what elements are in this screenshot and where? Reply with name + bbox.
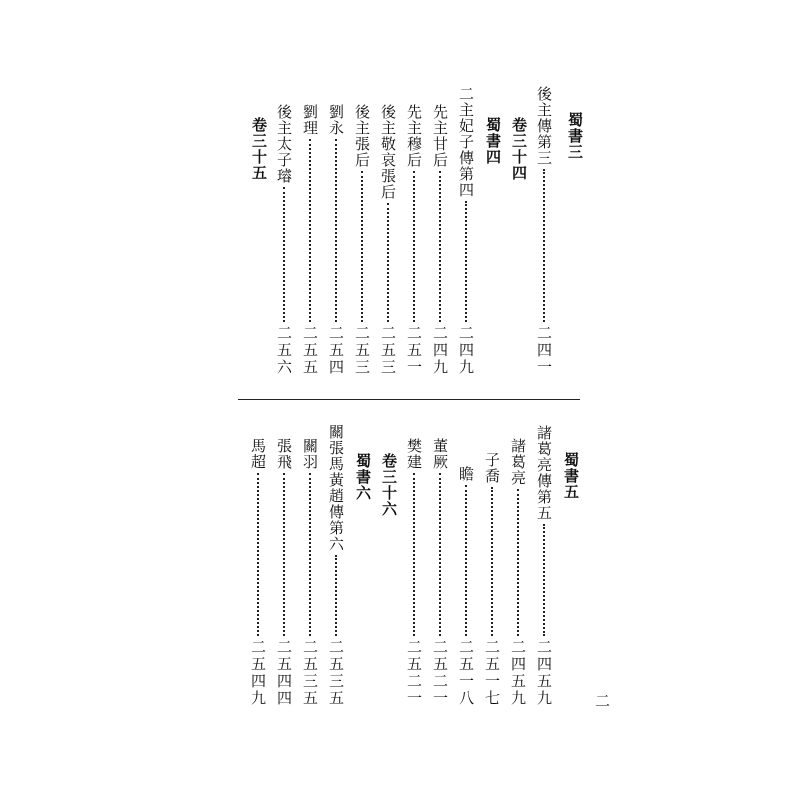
dot-leader (309, 473, 311, 636)
entry-page: 二五三 (353, 325, 371, 376)
dot-leader (465, 485, 467, 636)
toc-entry (533, 86, 555, 376)
entry-title: 後主張后 (353, 104, 371, 168)
entry-page: 二五五 (301, 325, 319, 376)
dot-leader (465, 201, 467, 322)
dot-leader (491, 487, 493, 636)
dot-leader (283, 473, 285, 636)
entry-page: 二四一 (535, 325, 553, 376)
toc-entry (351, 104, 373, 376)
entry-title: 劉理 (301, 104, 319, 136)
heading-juan-35: 卷三十五 (250, 117, 268, 181)
heading-shu-shu-5: 蜀書五 (562, 452, 580, 500)
entry-title: 諸葛亮 (509, 438, 527, 486)
entry-page: 二五一七 (483, 639, 501, 707)
entry-title: 劉永 (327, 104, 345, 136)
entry-title: 董厥 (431, 438, 449, 470)
toc-entry (299, 104, 321, 376)
section-divider (238, 399, 580, 400)
dot-leader (439, 473, 441, 636)
dot-leader (257, 473, 259, 636)
toc-entry (481, 452, 503, 707)
dot-leader (413, 473, 415, 636)
entry-page: 二四五九 (509, 639, 527, 707)
entry-title: 後主傳第三 (535, 86, 553, 166)
heading-juan-36: 卷三十六 (380, 453, 398, 517)
entry-title: 先主甘后 (431, 104, 449, 168)
heading-shu-shu-3: 蜀書三 (566, 112, 584, 160)
toc-entry (507, 438, 529, 707)
entry-page: 二五一八 (457, 639, 475, 707)
entry-title: 張飛 (275, 438, 293, 470)
entry-page: 二五三 (379, 325, 397, 376)
dot-leader (543, 169, 545, 322)
entry-page: 二五三五 (327, 639, 345, 707)
toc-entry (455, 466, 477, 707)
toc-entry (455, 86, 477, 376)
entry-title: 子喬 (483, 452, 501, 484)
dot-leader (361, 171, 363, 322)
toc-entry (299, 438, 321, 707)
entry-page: 二五六 (275, 325, 293, 376)
entry-page: 二四五九 (535, 639, 553, 707)
dot-leader (309, 139, 311, 322)
toc-entry (429, 104, 451, 376)
toc-entry (429, 438, 451, 707)
entry-page: 二五四九 (249, 639, 267, 707)
toc-entry (403, 438, 425, 707)
entry-title: 二主妃子傳第四 (457, 86, 475, 198)
entry-title: 關張馬黃趙傳第六 (327, 424, 345, 552)
entry-title: 瞻 (457, 466, 475, 482)
dot-leader (517, 489, 519, 636)
heading-shu-shu-6: 蜀書六 (354, 453, 372, 501)
toc-entry (533, 425, 555, 707)
toc-entry (273, 438, 295, 707)
entry-page: 二五四 (327, 325, 345, 376)
entry-title: 關羽 (301, 438, 319, 470)
page-number: 二 (595, 692, 611, 710)
dot-leader (283, 187, 285, 322)
entry-title: 諸葛亮傳第五 (535, 425, 553, 521)
toc-entry (273, 104, 295, 376)
entry-title: 後主敬哀張后 (379, 104, 397, 200)
dot-leader (387, 203, 389, 322)
dot-leader (413, 171, 415, 322)
dot-leader (543, 524, 545, 636)
entry-page: 二四九 (457, 325, 475, 376)
heading-juan-34: 卷三十四 (510, 117, 528, 181)
toc-entry (325, 104, 347, 376)
entry-page: 二五四四 (275, 639, 293, 707)
heading-shu-shu-4: 蜀書四 (484, 117, 502, 165)
entry-page: 二四九 (431, 325, 449, 376)
entry-title: 後主太子璿 (275, 104, 293, 184)
entry-page: 二五二一 (431, 639, 449, 707)
entry-title: 馬超 (249, 438, 267, 470)
toc-entry (325, 424, 347, 707)
dot-leader (335, 139, 337, 322)
entry-title: 樊建 (405, 438, 423, 470)
dot-leader (335, 555, 337, 636)
toc-entry (247, 438, 269, 707)
entry-page: 二五三五 (301, 639, 319, 707)
entry-title: 先主穆后 (405, 104, 423, 168)
toc-entry (377, 104, 399, 376)
entry-page: 二五一 (405, 325, 423, 376)
dot-leader (439, 171, 441, 322)
toc-entry (403, 104, 425, 376)
entry-page: 二五二一 (405, 639, 423, 707)
